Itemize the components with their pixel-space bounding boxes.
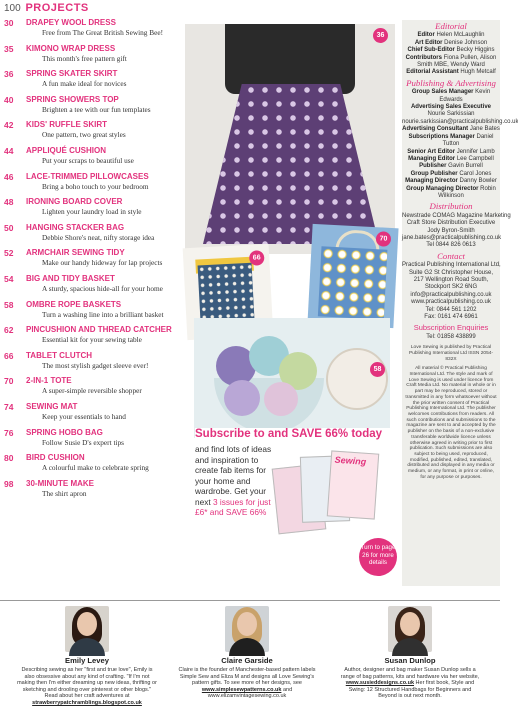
credit-line [402,40,500,47]
contributor-card [335,606,485,700]
project-page-number: 46 [4,171,14,182]
project-description: The shirt apron [42,488,87,498]
project-item[interactable] [4,323,182,349]
credit-line [402,156,500,163]
credit-name: Jane Bates [469,126,500,133]
contributor-card [12,606,162,707]
credit-role: Publisher [419,163,447,170]
info-line: Suite G2 St Christopher House, [408,269,494,276]
project-page-number: 40 [4,94,14,105]
project-page-number: 42 [4,120,14,131]
credit-role: Art Editor [414,39,443,46]
project-description: A fun make ideal for novices [42,79,127,89]
contributor-bio [172,667,322,700]
enquiries-tel: Tel: 01858 438899 [426,333,476,340]
contributor-bio-text: Describing sewing as her "first and true love", Emily is also obsessive about any kind of crafting. "If I'm not making then I'm either dreaming up new ideas, thrifting or sketching and drooling over pinterest or other blogs." Read about her craft adventures at [17,667,157,700]
project-item[interactable] [4,426,182,452]
project-page-number: 70 [4,376,14,387]
project-item[interactable] [4,195,182,221]
tablet-clutch [198,263,255,326]
project-page-number: 80 [4,453,14,464]
project-page-number: 76 [4,427,14,438]
credit-role: Editor [417,32,435,39]
contact-heading: Contact [437,250,465,261]
project-page-number: 36 [4,69,14,80]
info-line: www.practicalpublishing.co.uk [411,299,491,306]
contributor-link[interactable]: www.simplesewpatterns.co.uk [201,686,282,693]
avatar [65,606,109,652]
tote-photo [307,224,398,328]
credit-line [402,32,500,39]
advertising-heading: Publishing & Advertising [406,77,496,88]
project-item[interactable] [4,118,182,144]
avatar-face [237,612,257,636]
credit-line [402,69,500,76]
project-description: Keep your essentials to hand [42,411,126,421]
credit-role: Editorial Assistant [406,69,459,76]
project-title: HANGING STACKER BAG [26,222,125,232]
subscription-enquiries-heading: Subscription Enquiries [413,323,489,333]
project-page-number: 62 [4,325,14,336]
project-item[interactable] [4,477,182,503]
subscribe-offer: 3 issues for just £6* and SAVE 66% [195,496,271,517]
project-item[interactable] [4,170,182,196]
project-page-number: 54 [4,273,14,284]
project-description: Free from The Great British Sewing Bee! [42,28,164,37]
contributor-bio [12,667,162,707]
contributor-name: Claire Garside [221,656,273,665]
credit-name: Jennifer Lamb [456,148,495,155]
advertising-list [402,89,518,200]
legal-notice: All material © Practical Publishing International Ltd. The style and mark of Love Sewing is used under licence from Craft Media Ltd. No material in whole or in part may be reproduced, stored or transmitted in any form whatsoever without the prior written consent of Practical Publishing International Ltd. The publisher welcomes contributions from readers. All such contributions and submissions to the magazine are sent to and accepted by the publisher on the basis of a non-exclusive transferable worldwide licence unless otherwise agreed in writing prior to first publication. Such submissions are also subject to being used, reproduced, modified, published, edited, translated, distributed and displayed in any media or medium, or any format, in print or online, for any purpose or purposes. [405,366,497,480]
contributor-card [172,606,322,700]
page-badge-wool: 58 [370,362,385,377]
editorial-heading: Editorial [435,21,467,31]
credit-role: Advertising Sales Executive [410,104,492,111]
project-description: Essential kit for your sewing table [42,335,142,345]
project-title: PINCUSHION AND THREAD CATCHER [26,325,172,335]
magazine-covers [275,450,385,550]
project-page-number: 30 [4,18,14,28]
project-title: IRONING BOARD COVER [26,197,123,207]
credit-line [402,104,518,126]
contact-list [402,262,500,321]
credit-line [402,55,500,70]
avatar [388,606,432,652]
credit-line [402,126,500,133]
project-title: KIMONO WRAP DRESS [26,43,116,53]
project-title: SPRING HOBO BAG [26,427,103,437]
subscribe-text [195,444,273,518]
project-title: APPLIQUÉ CUSHION [26,145,107,155]
contributor-name: Emily Levey [65,656,109,665]
info-line: Practical Publishing International Ltd, [402,262,501,269]
credit-name: Carol Jones [459,170,492,177]
info-line: Newstrade COMAG Magazine Marketing [402,212,511,219]
credit-name: Gavin Burrell [448,163,483,170]
project-item[interactable] [4,349,182,375]
subscribe-panel [195,428,395,573]
project-item[interactable] [4,246,182,272]
credit-role: Subscriptions Manager [408,133,475,140]
project-description: This month's free pattern gift [42,53,127,63]
project-title: DRAPEY WOOL DRESS [26,18,116,27]
thread-catcher [326,348,388,410]
project-page-number: 66 [4,350,14,361]
credit-line [402,163,500,170]
project-title: 30-MINUTE MAKE [26,478,95,488]
credit-role: Advertising Consultant [402,126,469,133]
credit-role: Group Publisher [410,170,458,177]
contributor-link-extra: Her first book, Style and Swing: 12 Structured Handbags for Beginners and Beyond is out next month. [348,680,475,700]
credit-name: Hugh Metcalf [460,69,496,76]
info-line: Tel 0844 826 0613 [426,242,476,249]
credit-name: Danny Bowler [459,178,497,185]
page-badge-tote: 70 [376,231,392,247]
contributor-link[interactable]: strawberrypatchramblings.blogspot.co.uk [32,699,142,706]
credit-name: Lee Campbell [456,155,494,162]
wool-photo [194,318,390,438]
credit-name: Kevin Edwards [439,89,491,103]
project-description: The most stylish gadget sleeve ever! [42,360,149,370]
distribution-list [402,212,511,250]
publisher-note: Love Sewing is published by Practical Publishing International Ltd ISSN 2054-832X [409,345,493,362]
contributor-bio-text: Claire is the founder of Manchester-based pattern labels Simple Sew and Eliza M and designs all Love Sewing's pattern gifts. To see more of her designs, see [178,667,316,687]
project-page-number: 98 [4,478,14,489]
project-title: ARMCHAIR SEWING TIDY [26,248,125,258]
project-page-number: 50 [4,222,14,233]
project-page-number: 52 [4,248,14,259]
avatar-face [400,612,420,636]
info-line: 217 Wellington Road South, [413,277,489,283]
avatar [225,606,269,652]
project-item[interactable] [4,272,182,298]
info-line: Jody Byron-Smith [427,227,475,234]
project-description: Turn a washing line into a brilliant basket [42,309,164,319]
model-torso [225,24,355,94]
project-title: BIG AND TIDY BASKET [26,273,115,283]
project-page-number: 74 [4,401,14,412]
credit-name: Daniel Tutton [442,133,494,148]
credit-line [402,149,500,156]
project-title: 2-IN-1 TOTE [26,376,72,386]
project-item[interactable] [4,93,182,119]
project-item[interactable] [4,451,182,477]
project-description: Bring a boho touch to your bedroom [42,181,149,191]
credit-role: Managing Editor [408,155,456,162]
info-line: Craft Store Distribution Executive [406,220,496,227]
project-description: A sturdy, spacious hide-all for your home [42,283,163,293]
project-item[interactable] [4,298,182,324]
project-item[interactable] [4,374,182,400]
contributor-bio-text: Author, designer and bag maker Susan Dunlop sells a range of bag patterns, kits and hardware via her website, [340,667,480,680]
wool-ball [264,382,298,416]
credit-name: Robin Wilkinson [438,185,496,199]
skater-skirt [203,84,379,244]
page-number: 100 [4,3,21,14]
project-title: BIRD CUSHION [26,453,85,463]
editorial-list [402,32,500,76]
project-title: TABLET CLUTCH [26,350,93,360]
magazine-cover [327,450,379,519]
contributor-name: Susan Dunlop [384,656,436,665]
contributor-link-extra: and www.elizamvintagesewing.co.uk [207,686,293,700]
subscribe-headline: Subscribe to and SAVE 66% today [195,428,383,440]
credit-role: Senior Art Editor [407,148,456,155]
project-title: SPRING SHOWERS TOP [26,94,119,104]
page-badge-skirt: 36 [373,28,388,43]
project-title: KIDS' RUFFLE SKIRT [26,120,108,130]
project-description: One pattern, two great styles [42,130,126,140]
distribution-heading: Distribution [429,201,473,212]
magazine-masthead: Sewing [334,454,367,467]
credit-name: Denise Johnson [444,39,488,46]
project-title: SPRING SKATER SKIRT [26,69,118,79]
subscribe-line1: and find lots of ideas and inspiration to create fab items for your home and wardrobe. [195,444,272,496]
project-item[interactable] [4,16,182,42]
project-description: A colourful make to celebrate spring [42,463,149,473]
credit-line [402,186,500,201]
project-page-number: 58 [4,299,14,310]
divider [0,600,500,601]
project-page-number: 35 [4,43,14,54]
credit-role: Chief Sub-Editor [407,47,455,54]
subscribe-line2: Get your next [195,486,267,507]
tote-bag [318,246,388,319]
info-line: Tel: 0844 561 1202 [425,306,477,313]
info-line: Stockport SK2 6NG [424,284,478,291]
contributor-link[interactable]: www.susieddesigns.co.uk [345,680,415,687]
project-title: OMBRE ROPE BASKETS [26,299,122,309]
credit-role: Contributors [405,54,442,61]
contributor-bio [335,667,485,700]
credit-name: Helen McLaughlin [436,32,485,39]
credit-line [402,171,500,178]
project-item[interactable] [4,67,182,93]
project-description: Make our handy hideway for lap projects [42,258,163,268]
credit-role: Group Sales Manager [411,89,474,96]
project-description: Follow Susie D's expert tips [42,437,124,447]
turn-to-page-badge: Turn to page 26 for more details [359,538,397,576]
credit-name: Fiona Pullen, Alison Smith MBE, Wendy Ward [417,54,497,69]
info-line: Fax: 0161 474 6961 [424,314,478,321]
project-item[interactable] [4,400,182,426]
project-description: Lighten your laundry load in style [42,207,142,217]
credit-name: Becky Higgins [456,47,495,54]
project-title: SEWING MAT [26,401,78,411]
page-badge-clutch: 66 [249,250,265,266]
skirt-photo [185,24,395,254]
credit-line [402,178,500,185]
info-line: jane.bates@practicalpublishing.co.uk [402,234,502,241]
credit-name: Nourie Sarkissian nourie.sarkissian@practicalpublishing.co.uk [402,111,518,125]
project-item[interactable] [4,42,182,68]
credit-role: Group Managing Director [406,185,479,192]
project-title: LACE-TRIMMED PILLOWCASES [26,171,149,181]
masthead-column [402,20,518,586]
projects-list [4,16,182,502]
project-description: Debbie Shore's neat, nifty storage idea [42,232,155,242]
project-description: Brighten a tee with our fun templates [42,104,151,114]
credit-line [402,134,500,149]
project-item[interactable] [4,221,182,247]
credit-line [402,47,500,54]
info-line: info@practicalpublishing.co.uk [410,291,492,298]
credit-role: Managing Director [405,178,458,185]
project-page-number: 48 [4,197,14,208]
section-title: PROJECTS [25,2,89,14]
project-item[interactable] [4,144,182,170]
avatar-face [77,612,97,636]
project-page-number: 44 [4,145,14,156]
project-description: Put your scraps to beautiful use [42,155,134,165]
credit-line [402,89,500,104]
page-header [4,2,89,14]
project-description: A super-simple reversible shopper [42,386,142,396]
wool-ball [224,380,260,416]
